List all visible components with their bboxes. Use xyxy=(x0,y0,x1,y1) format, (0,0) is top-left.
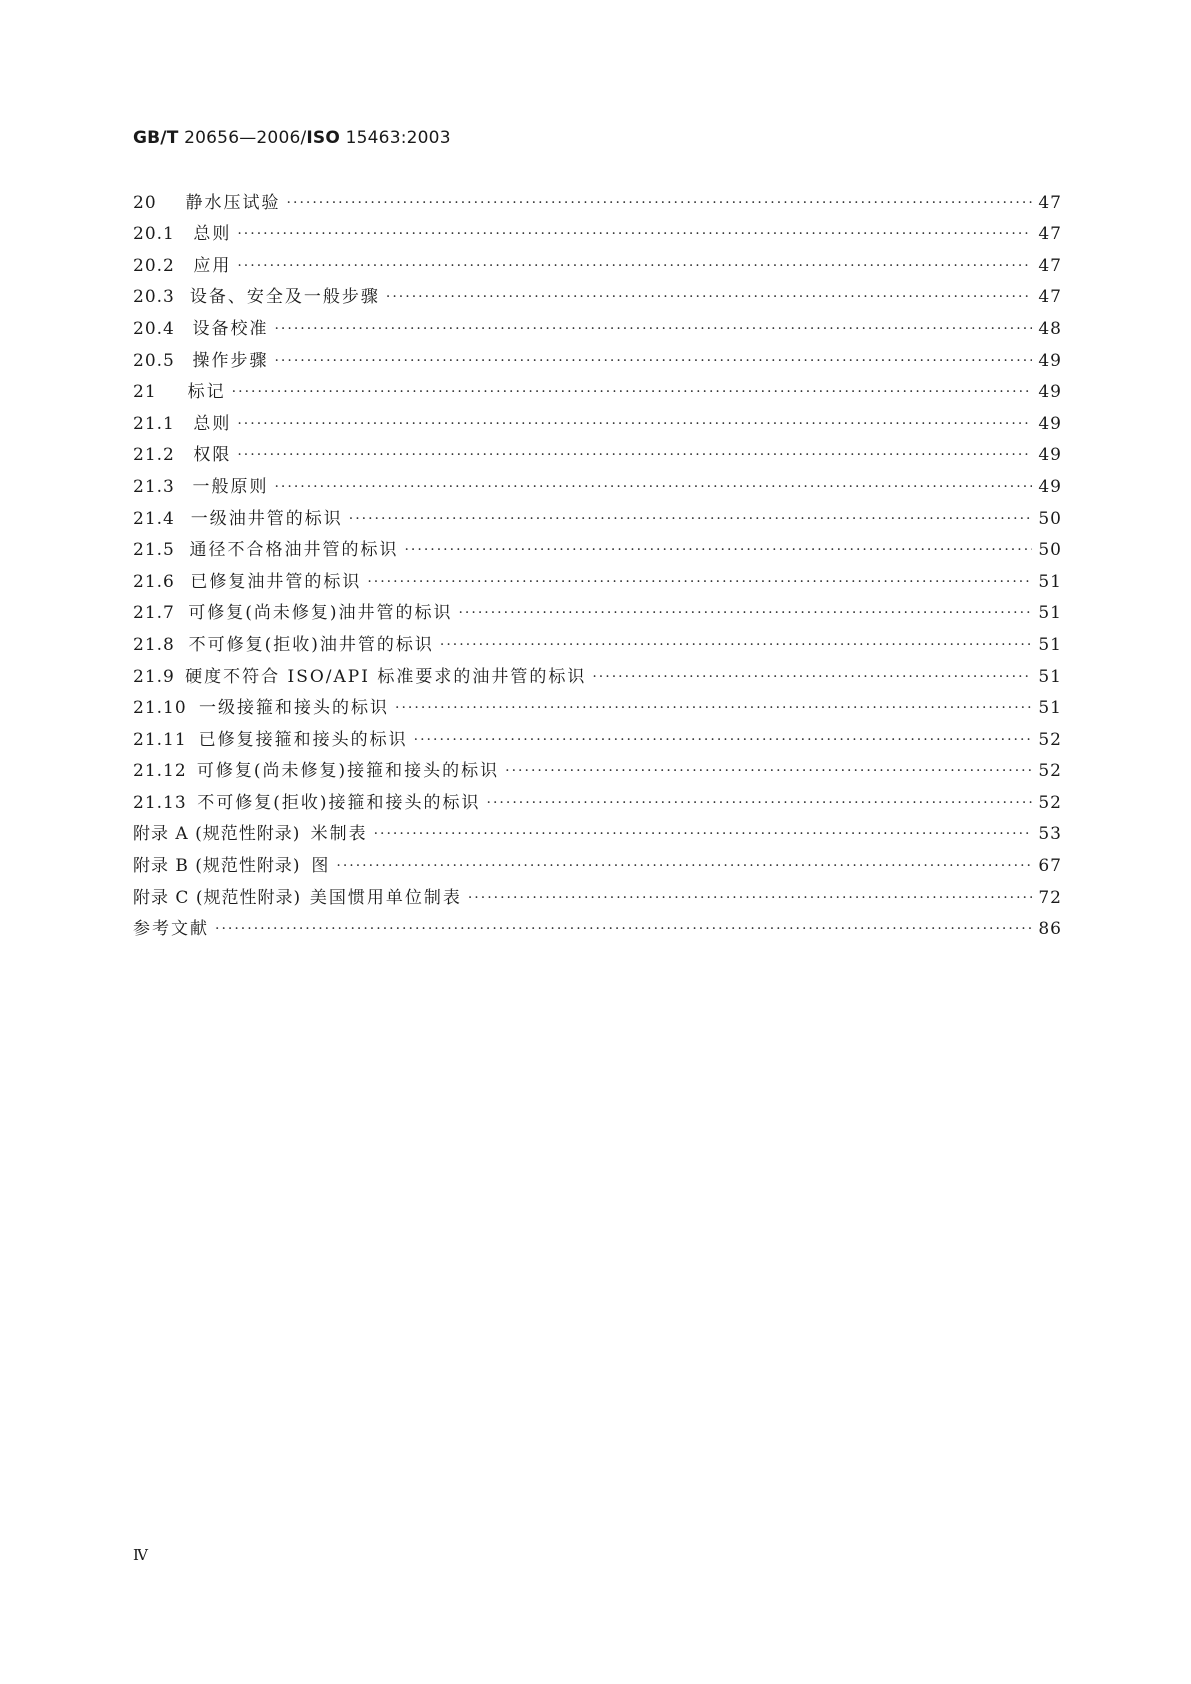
toc-page: 50 xyxy=(1038,508,1062,529)
toc-entry-21-5[interactable] xyxy=(133,529,1062,561)
standard-prefix: GB/T xyxy=(133,128,179,148)
toc-number: 20.4 xyxy=(133,318,175,339)
toc-leader xyxy=(237,445,1032,465)
toc-leader xyxy=(487,793,1033,813)
toc-page: 48 xyxy=(1038,318,1062,339)
toc-title: 图 xyxy=(311,856,331,877)
toc-number: 20.3 xyxy=(133,287,175,308)
toc-entry-21-9[interactable] xyxy=(133,655,1062,687)
toc-entry-21-1[interactable] xyxy=(133,402,1062,434)
toc-entry-20-3[interactable] xyxy=(133,276,1062,308)
toc-number: 21.1 xyxy=(133,413,175,434)
toc-leader xyxy=(468,888,1033,908)
document-header xyxy=(133,128,451,148)
toc-title: 总则 xyxy=(193,224,232,245)
toc-page: 51 xyxy=(1038,634,1062,655)
toc-entry-20-5[interactable] xyxy=(133,339,1062,371)
toc-title: 可修复(尚未修复)油井管的标识 xyxy=(188,603,453,624)
toc-number: 21.2 xyxy=(133,445,175,466)
toc-title: 已修复油井管的标识 xyxy=(190,571,362,592)
toc-title: 通径不合格油井管的标识 xyxy=(189,540,399,561)
toc-title: 总则 xyxy=(193,413,232,434)
toc-leader xyxy=(287,193,1033,213)
toc-entry-bibliography[interactable] xyxy=(133,908,1062,940)
toc-entry-21-2[interactable] xyxy=(133,434,1062,466)
toc-title: 静水压试验 xyxy=(185,192,281,213)
toc-entry-20-2[interactable] xyxy=(133,244,1062,276)
toc-number: 附录 B (规范性附录) xyxy=(133,856,301,877)
toc-number: 21.3 xyxy=(133,476,175,497)
toc-number: 21.5 xyxy=(133,540,175,561)
toc-entry-21-13[interactable] xyxy=(133,781,1062,813)
iso-prefix: ISO xyxy=(306,128,341,148)
toc-leader xyxy=(349,509,1033,529)
toc-number: 21.9 xyxy=(133,666,175,687)
toc-leader xyxy=(274,351,1032,371)
toc-leader xyxy=(505,761,1032,781)
toc-page: 49 xyxy=(1038,413,1062,434)
toc-leader xyxy=(386,287,1032,307)
toc-page: 51 xyxy=(1038,571,1062,592)
toc-number: 20 xyxy=(133,192,157,213)
toc-number: 21 xyxy=(133,382,157,403)
toc-page: 51 xyxy=(1038,698,1062,719)
standard-number: 20656—2006/ xyxy=(178,128,307,148)
toc-entry-annex-a[interactable] xyxy=(133,813,1062,845)
toc-entry-21-4[interactable] xyxy=(133,497,1062,529)
toc-entry-21-11[interactable] xyxy=(133,718,1062,750)
toc-number: 20.2 xyxy=(133,255,175,276)
toc-page: 49 xyxy=(1038,476,1062,497)
toc-page: 51 xyxy=(1038,603,1062,624)
toc-page: 52 xyxy=(1038,761,1062,782)
toc-title: 设备校准 xyxy=(192,318,269,339)
toc-entry-21-8[interactable] xyxy=(133,623,1062,655)
toc-title: 权限 xyxy=(193,445,232,466)
toc-page: 49 xyxy=(1038,350,1062,371)
toc-number: 附录 C (规范性附录) xyxy=(133,887,302,908)
toc-title: 已修复接箍和接头的标识 xyxy=(198,729,408,750)
table-of-contents xyxy=(133,181,1062,939)
toc-number: 21.10 xyxy=(133,698,187,719)
toc-leader xyxy=(395,698,1032,718)
toc-page: 49 xyxy=(1038,445,1062,466)
toc-entry-20[interactable] xyxy=(133,181,1062,213)
toc-page: 52 xyxy=(1038,729,1062,750)
toc-leader xyxy=(232,382,1033,402)
toc-title: 参考文献 xyxy=(133,919,209,940)
toc-entry-21-6[interactable] xyxy=(133,560,1062,592)
toc-title: 一级接箍和接头的标识 xyxy=(199,698,390,719)
toc-entry-21-7[interactable] xyxy=(133,592,1062,624)
toc-number: 21.13 xyxy=(133,792,187,813)
toc-entry-annex-b[interactable] xyxy=(133,844,1062,876)
page-number: Ⅳ xyxy=(133,1546,148,1564)
toc-leader xyxy=(237,224,1032,244)
toc-page: 47 xyxy=(1038,192,1062,213)
toc-title: 米制表 xyxy=(310,824,368,845)
toc-leader xyxy=(404,540,1032,560)
toc-leader xyxy=(440,635,1032,655)
toc-number: 20.1 xyxy=(133,224,175,245)
toc-leader xyxy=(414,730,1033,750)
toc-title: 不可修复(拒收)油井管的标识 xyxy=(188,634,434,655)
toc-leader xyxy=(336,856,1032,876)
toc-page: 47 xyxy=(1038,287,1062,308)
toc-title: 一级油井管的标识 xyxy=(190,508,343,529)
toc-entry-20-4[interactable] xyxy=(133,307,1062,339)
toc-title: 美国惯用单位制表 xyxy=(309,887,462,908)
toc-leader xyxy=(274,319,1032,339)
toc-leader xyxy=(592,667,1032,687)
toc-page: 47 xyxy=(1038,255,1062,276)
toc-page: 47 xyxy=(1038,224,1062,245)
toc-leader xyxy=(215,919,1032,939)
toc-number: 21.11 xyxy=(133,729,187,750)
toc-number: 21.6 xyxy=(133,571,175,592)
toc-page: 67 xyxy=(1038,856,1062,877)
toc-entry-21-10[interactable] xyxy=(133,687,1062,719)
toc-number: 21.4 xyxy=(133,508,175,529)
toc-entry-21[interactable] xyxy=(133,371,1062,403)
toc-number: 附录 A (规范性附录) xyxy=(133,824,301,845)
toc-leader xyxy=(237,256,1032,276)
toc-title: 可修复(尚未修复)接箍和接头的标识 xyxy=(196,761,500,782)
toc-page: 72 xyxy=(1038,887,1062,908)
toc-page: 86 xyxy=(1038,919,1062,940)
toc-leader xyxy=(458,603,1032,623)
toc-page: 49 xyxy=(1038,382,1062,403)
toc-number: 21.7 xyxy=(133,603,175,624)
toc-title: 操作步骤 xyxy=(192,350,269,371)
toc-title: 一般原则 xyxy=(192,476,269,497)
toc-entry-20-1[interactable] xyxy=(133,213,1062,245)
toc-leader xyxy=(374,824,1033,844)
toc-number: 21.8 xyxy=(133,634,175,655)
toc-title: 标记 xyxy=(187,382,226,403)
toc-leader xyxy=(237,414,1032,434)
toc-entry-21-12[interactable] xyxy=(133,750,1062,782)
toc-leader xyxy=(367,572,1032,592)
toc-page: 52 xyxy=(1038,792,1062,813)
iso-number: 15463:2003 xyxy=(340,128,451,148)
toc-title: 设备、安全及一般步骤 xyxy=(189,287,380,308)
toc-title: 应用 xyxy=(193,255,232,276)
toc-title: 不可修复(拒收)接箍和接头的标识 xyxy=(197,792,481,813)
toc-page: 50 xyxy=(1038,540,1062,561)
toc-number: 21.12 xyxy=(133,761,187,782)
toc-entry-annex-c[interactable] xyxy=(133,876,1062,908)
toc-page: 53 xyxy=(1038,824,1062,845)
toc-title: 硬度不符合 ISO/API 标准要求的油井管的标识 xyxy=(185,666,587,687)
toc-page: 51 xyxy=(1038,666,1062,687)
toc-entry-21-3[interactable] xyxy=(133,465,1062,497)
toc-number: 20.5 xyxy=(133,350,175,371)
toc-leader xyxy=(274,477,1032,497)
